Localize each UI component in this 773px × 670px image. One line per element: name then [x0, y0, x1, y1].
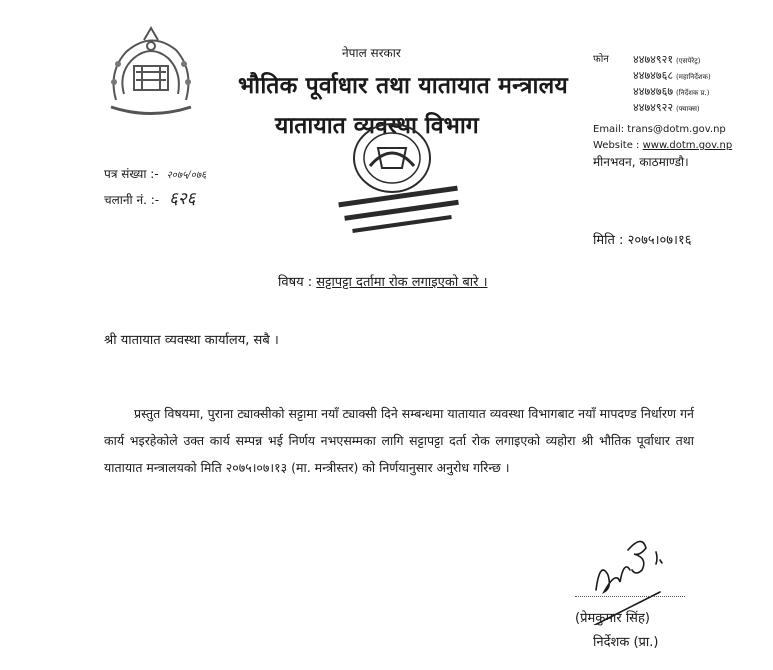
letter-number — [104, 165, 206, 182]
website-link[interactable]: www.dotm.gov.np — [642, 140, 733, 151]
phone-row-1 — [593, 52, 768, 68]
phone-note: (एसपेरेट्र) — [676, 57, 701, 65]
dispatch-number-label: चलानी नं. :- — [104, 193, 160, 207]
addressee: श्री यातायात व्यवस्था कार्यालय, सबै । — [104, 333, 279, 348]
email-line: Email: trans@dotm.gov.np — [593, 124, 726, 135]
phone-row-3 — [593, 84, 768, 100]
letter-number-value: २०७५/०७६ — [166, 170, 207, 181]
phone-note: (महानिर्देशक) — [676, 73, 711, 81]
signatory-name: (प्रेमकुमार सिंह) — [575, 611, 650, 626]
phone-row-4 — [593, 100, 768, 116]
letter-date: मिति : २०७५।०७।१६ — [593, 233, 692, 248]
website-line — [593, 138, 768, 154]
dispatch-number — [104, 186, 195, 209]
phone-label: फोन — [593, 54, 609, 65]
website-label: Website : — [593, 140, 643, 151]
letter-number-label: पत्र संख्या :- — [104, 167, 159, 181]
subject-label: विषय : — [278, 275, 317, 290]
government-label: नेपाल सरकार — [342, 46, 401, 60]
office-stamp — [330, 118, 480, 248]
phone-number: ४४७४७६७ — [633, 85, 674, 98]
subject-text: सट्टापट्टा दर्तामा रोक लगाइएको बारे । — [316, 275, 488, 290]
nepal-emblem-logo — [96, 22, 206, 122]
phone-note: (निर्देशक प्र.) — [676, 89, 710, 97]
phone-note: (फ्याक्स) — [676, 105, 700, 113]
phone-number: ४४७४९२१ — [633, 53, 674, 66]
phone-number: ४४७४९२२ — [633, 101, 674, 114]
phone-number: ४४७४७६८ — [633, 69, 674, 82]
department-title: यातायात व्यवस्था विभाग — [275, 113, 479, 139]
dispatch-number-value: ६२६ — [168, 189, 196, 209]
phone-row-2 — [593, 68, 768, 84]
signature-dotted-line — [575, 596, 685, 597]
signatory-title: निर्देशक (प्रा.) — [593, 635, 659, 650]
ministry-title: भौतिक पूर्वाधार तथा यातायात मन्त्रालय — [238, 73, 568, 99]
letter-body: प्रस्तुत विषयमा, पुराना ट्याक्सीको सट्टामा नयाँ ट्याक्सी दिने सम्बन्धमा यातायात व्यवस्था विभागबाट नयाँ मापदण्ड निर्धारण गर्न कार्य भइरहेकोले उक्त कार्य सम्पन्न भई निर्णय नभएसम्मका लागि सट्टापट्टा दर्ता रोक लगाइएको व्यहोरा श्री भौतिक पूर्वाधार तथा यातायात मन्त्रालयको मिति २०७५।०७।१३ (मा. मन्त्रीस्तर) को निर्णयानुसार अनुरोध गरिन्छ । — [104, 406, 694, 475]
subject-line — [278, 272, 488, 290]
address-line: मीनभवन, काठमाण्डौ। — [593, 155, 689, 169]
contact-block — [593, 52, 768, 170]
